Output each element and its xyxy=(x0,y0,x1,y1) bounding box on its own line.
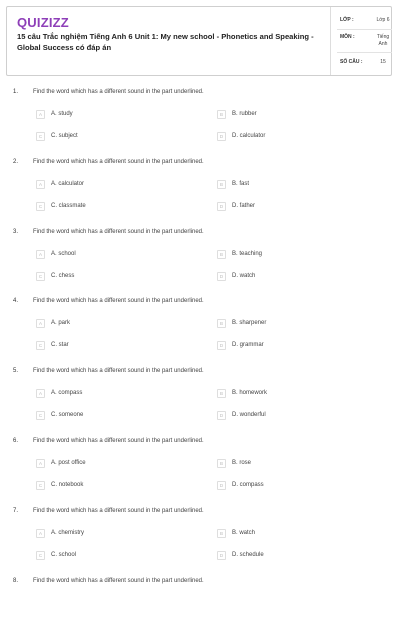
option-letter-box: C xyxy=(36,132,45,141)
option-letter-box: B xyxy=(217,250,226,259)
option-letter-box: D xyxy=(217,341,226,350)
meta-divider-line xyxy=(337,29,392,30)
option-letter-box: C xyxy=(36,202,45,211)
class-value: Lớp 6 xyxy=(376,17,390,23)
option-letter-box: D xyxy=(217,411,226,420)
option-letter-box: B xyxy=(217,389,226,398)
option-letter-box: B xyxy=(217,459,226,468)
answer-option[interactable] xyxy=(217,250,337,260)
quizizz-logo: QUIZIZZ xyxy=(17,15,69,30)
answer-option[interactable] xyxy=(36,272,156,282)
option-text: B. homework xyxy=(232,390,268,397)
question-item xyxy=(0,89,400,153)
answer-option[interactable] xyxy=(217,319,337,329)
option-letter-box: D xyxy=(217,272,226,281)
question-item xyxy=(0,229,400,293)
option-text: D. watch xyxy=(232,272,256,279)
option-letter-box: A xyxy=(36,110,45,119)
option-letter-box: D xyxy=(217,481,226,490)
answer-option[interactable] xyxy=(36,250,156,260)
count-value: 15 xyxy=(380,59,386,65)
question-text: Find the word which has a different sound in the part underlined. xyxy=(33,507,204,514)
answer-option[interactable] xyxy=(36,132,156,142)
answer-option[interactable] xyxy=(217,341,337,351)
option-letter-box: C xyxy=(36,551,45,560)
answer-option[interactable] xyxy=(36,481,156,491)
option-text: D. father xyxy=(232,202,256,209)
question-text: Find the word which has a different sound in the part underlined. xyxy=(33,89,204,95)
question-text: Find the word which has a different sound in the part underlined. xyxy=(33,438,204,444)
answer-option[interactable] xyxy=(36,411,156,421)
answer-option[interactable] xyxy=(36,529,156,539)
option-text: D. compass xyxy=(232,482,264,488)
answer-option[interactable] xyxy=(217,551,337,561)
option-text: C. someone xyxy=(51,412,84,419)
answer-option[interactable] xyxy=(217,529,337,539)
option-text: C. subject xyxy=(51,133,78,139)
option-text: D. wonderful xyxy=(232,412,266,419)
answer-option[interactable] xyxy=(217,202,337,212)
option-letter-box: C xyxy=(36,481,45,490)
option-letter-box: A xyxy=(36,459,45,468)
option-letter-box: A xyxy=(36,389,45,398)
answer-option[interactable] xyxy=(36,110,156,120)
question-text: Find the word which has a different sound in the part underlined. xyxy=(33,158,204,165)
option-letter-box: C xyxy=(36,272,45,281)
option-letter-box: B xyxy=(217,529,226,538)
option-letter-box: C xyxy=(36,341,45,350)
option-text: B. sharpener xyxy=(232,320,267,327)
option-text: B. rose xyxy=(232,460,252,466)
question-number: 1. xyxy=(13,89,19,95)
option-letter-box: A xyxy=(36,180,45,189)
worksheet-header xyxy=(6,6,392,76)
worksheet-title: 15 câu Trắc nghiệm Tiếng Anh 6 Unit 1: My new school - Phonetics and Speaking - Global Success có đáp án xyxy=(17,32,314,52)
answer-option[interactable] xyxy=(217,389,337,399)
option-text: A. study xyxy=(51,111,73,117)
option-text: B. rubber xyxy=(232,111,257,117)
option-text: A. school xyxy=(51,250,76,257)
question-number: 2. xyxy=(13,158,19,165)
option-letter-box: D xyxy=(217,551,226,560)
answer-option[interactable] xyxy=(36,459,156,469)
option-text: C. school xyxy=(51,551,77,558)
option-text: A. park xyxy=(51,320,71,327)
question-item xyxy=(0,438,400,502)
question-number: 4. xyxy=(13,298,19,305)
option-letter-box: D xyxy=(217,132,226,141)
class-label: LỚP : xyxy=(340,17,354,23)
option-text: B. fast xyxy=(232,180,250,187)
option-letter-box: A xyxy=(36,319,45,328)
answer-option[interactable] xyxy=(217,411,337,421)
answer-option[interactable] xyxy=(36,319,156,329)
subject-value: Tiếng Anh xyxy=(376,34,390,47)
option-text: A. calculator xyxy=(51,180,85,187)
answer-option[interactable] xyxy=(36,551,156,561)
question-number: 3. xyxy=(13,228,19,235)
option-text: D. grammar xyxy=(232,342,264,349)
option-text: C. chess xyxy=(51,272,75,279)
question-text: Find the word which has a different sound in the part underlined. xyxy=(33,368,204,375)
question-item xyxy=(0,159,400,223)
question-number: 6. xyxy=(13,438,19,444)
answer-option[interactable] xyxy=(217,110,337,120)
question-number: 8. xyxy=(13,577,19,584)
option-text: D. calculator xyxy=(232,133,266,139)
option-text: A. chemistry xyxy=(51,529,85,536)
question-number: 5. xyxy=(13,368,19,375)
option-letter-box: A xyxy=(36,250,45,259)
option-text: A. compass xyxy=(51,390,83,397)
meta-divider xyxy=(330,7,331,75)
option-letter-box: B xyxy=(217,180,226,189)
option-letter-box: A xyxy=(36,529,45,538)
option-text: D. schedule xyxy=(232,551,264,558)
count-label: SỐ CÂU : xyxy=(340,59,363,65)
option-letter-box: D xyxy=(217,202,226,211)
option-text: A. post office xyxy=(51,460,86,466)
question-item xyxy=(0,298,400,362)
answer-option[interactable] xyxy=(217,481,337,491)
answer-option[interactable] xyxy=(217,180,337,190)
answer-option[interactable] xyxy=(36,180,156,190)
answer-option[interactable] xyxy=(36,341,156,351)
option-text: B. watch xyxy=(232,529,256,536)
question-number: 7. xyxy=(13,507,19,514)
option-text: B. teaching xyxy=(232,250,263,257)
option-letter-box: B xyxy=(217,110,226,119)
question-text: Find the word which has a different sound in the part underlined. xyxy=(33,298,204,305)
question-item xyxy=(0,368,400,432)
answer-option[interactable] xyxy=(217,459,337,469)
question-text: Find the word which has a different sound in the part underlined. xyxy=(33,228,204,235)
meta-divider-line xyxy=(337,52,392,53)
option-letter-box: B xyxy=(217,319,226,328)
question-item xyxy=(0,578,400,642)
option-text: C. star xyxy=(51,342,69,349)
answer-option[interactable] xyxy=(36,389,156,399)
question-item xyxy=(0,508,400,572)
option-letter-box: C xyxy=(36,411,45,420)
option-text: C. notebook xyxy=(51,482,84,488)
option-text: C. classmate xyxy=(51,202,86,209)
answer-option[interactable] xyxy=(36,202,156,212)
question-text: Find the word which has a different sound in the part underlined. xyxy=(33,577,204,584)
answer-option[interactable] xyxy=(217,132,337,142)
subject-label: MÔN : xyxy=(340,34,355,40)
answer-option[interactable] xyxy=(217,272,337,282)
